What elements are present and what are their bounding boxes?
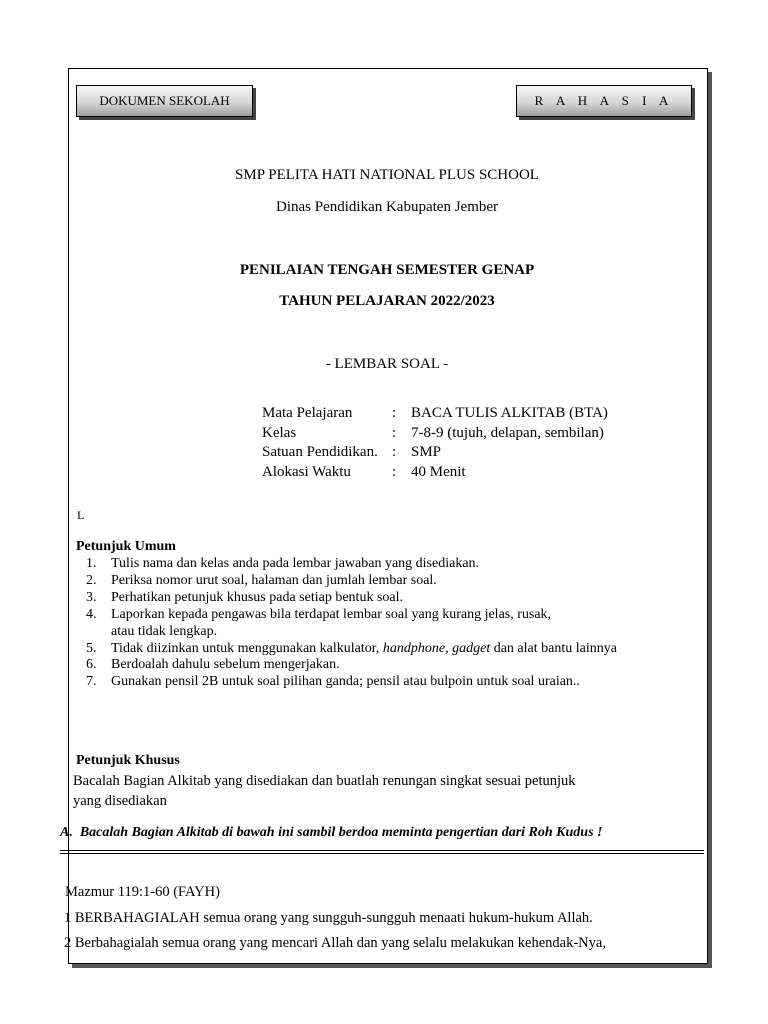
list-item: 5. Tidak diizinkan untuk menggunakan kalkulator, handphone, gadget dan alat bantu lainnya (86, 640, 617, 656)
info-row-subject (262, 404, 608, 424)
confidential-badge (516, 85, 692, 117)
info-value: SMP (411, 444, 442, 460)
exam-year: TAHUN PELAJARAN 2022/2023 (279, 293, 495, 309)
info-value: 40 Menit (411, 463, 466, 480)
divider-line (60, 850, 704, 851)
instruction-a-label: A. (60, 825, 73, 840)
passage-verse: 1 BERBAHAGIALAH semua orang yang sungguh-sungguh menaati hukum-hukum Allah. (64, 910, 593, 926)
info-colon: : (392, 405, 397, 421)
list-item: 1. Tulis nama dan kelas anda pada lembar jawaban yang disediakan. (86, 556, 480, 571)
passage-verse: 2 Berbahagialah semua orang yang mencari Allah dan yang selalu melakukan kehendak-Nya, (64, 935, 606, 951)
list-item: 6. Berdoalah dahulu sebelum mengerjakan. (86, 657, 340, 673)
special-instructions-title: Petunjuk Khusus (76, 753, 180, 768)
info-colon: : (392, 444, 397, 460)
info-colon: : (392, 424, 397, 441)
info-label: Alokasi Waktu (262, 463, 351, 480)
exam-info-table (262, 404, 608, 482)
info-row-time (262, 463, 608, 483)
divider-line (60, 853, 704, 854)
instruction-a (60, 825, 603, 841)
list-item: 7. Gunakan pensil 2B untuk soal pilihan ganda; pensil atau bulpoin untuk soal uraian.. (86, 674, 580, 690)
info-label: Mata Pelajaran (262, 405, 353, 421)
info-value: 7-8-9 (tujuh, delapan, sembilan) (411, 424, 604, 441)
school-name: SMP PELITA HATI NATIONAL PLUS SCHOOL (235, 167, 539, 183)
info-row-class (262, 424, 608, 444)
list-item: 3. Perhatikan petunjuk khusus pada setiap bentuk soal. (86, 589, 403, 605)
special-instructions-text: Bacalah Bagian Alkitab yang disediakan dan buatlah renungan singkat sesuai petunjuk yang disediakan (73, 773, 576, 809)
info-row-level (262, 443, 608, 463)
document-badge-label: DOKUMEN SEKOLAH (99, 93, 230, 108)
passage-reference: Mazmur 119:1-60 (FAYH) (65, 884, 220, 900)
document-badge (76, 85, 253, 117)
list-item: 4. Laporkan kepada pengawas bila terdapat lembar soal yang kurang jelas, rusak, atau tidak lengkap. (86, 606, 552, 639)
stray-mark: L (77, 508, 85, 522)
info-value: BACA TULIS ALKITAB (BTA) (411, 405, 608, 421)
list-item: 2. Periksa nomor urut soal, halaman dan jumlah lembar soal. (86, 572, 437, 588)
info-label: Kelas (262, 424, 297, 441)
general-instructions-list (86, 556, 617, 691)
confidential-badge-label: R A H A S I A (534, 93, 674, 108)
exam-title: PENILAIAN TENGAH SEMESTER GENAP (239, 262, 535, 278)
info-label: Satuan Pendidikan. (262, 444, 378, 460)
sheet-label: - LEMBAR SOAL - (325, 356, 449, 372)
instruction-a-text: Bacalah Bagian Alkitab di bawah ini sambil berdoa meminta pengertian dari Roh Kudus ! (79, 825, 603, 840)
general-instructions-title: Petunjuk Umum (76, 539, 176, 554)
info-colon: : (392, 463, 397, 480)
department-name: Dinas Pendidikan Kabupaten Jember (275, 199, 499, 215)
